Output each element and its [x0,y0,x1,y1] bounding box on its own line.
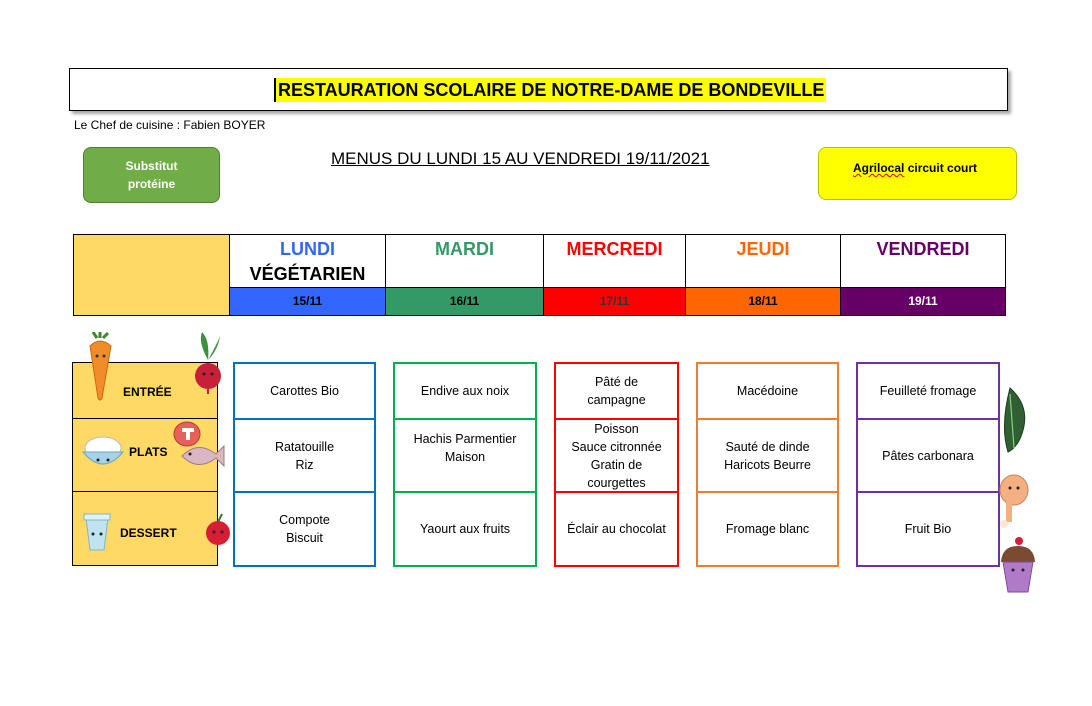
header-corner-cell [73,234,230,316]
drumstick-icon [996,472,1030,530]
legend-substitut-label: Substitut protéine [125,159,178,191]
menu-jeudi-entree-text: Macédoine [736,384,799,398]
fish-icon [178,438,226,472]
day-name-vendredi: VENDREDI [876,239,970,259]
category-entree-label: ENTRÉE [123,385,172,399]
legend-agrilocal-label [853,161,977,175]
menu-vendredi-plat-text: Pâtes carbonara [882,448,974,463]
menu-mardi-entree [393,362,537,420]
menu-mercredi-plat-text: Poisson Sauce citronnée Gratin de courgettes [571,421,662,490]
chef-credit: Le Chef de cuisine : Fabien BOYER [74,118,266,132]
menu-lundi-dessert-text: Compote Biscuit [279,513,330,545]
menu-mardi-dessert [393,491,537,567]
day-name-mercredi: MERCREDI [566,239,663,259]
menu-lundi-entree-text: Carottes Bio [270,384,339,398]
menu-mercredi-plat [554,418,679,493]
menu-mardi-dessert-text: Yaourt aux fruits [419,522,511,536]
agrilocal-rest: circuit court [904,161,978,175]
day-subtitle-lundi: VÉGÉTARIEN [249,264,366,284]
menu-vendredi-plat [856,418,1000,493]
day-header-mercredi [543,234,686,288]
day-header-jeudi [685,234,841,288]
date-mercredi: 17/11 [543,287,686,316]
rice-bowl-icon [80,434,126,472]
spinach-icon [998,386,1028,456]
menu-mercredi-dessert-text: Éclair au chocolat [567,522,666,536]
menu-mardi-plat-text: Hachis Parmentier Maison [413,432,517,464]
day-name-jeudi: JEUDI [736,239,790,259]
category-dessert-label: DESSERT [120,526,177,540]
menu-jeudi-dessert-text: Fromage blanc [725,522,810,536]
menu-mercredi-entree [554,362,679,420]
day-header-lundi [229,234,386,288]
date-vendredi: 19/11 [840,287,1006,316]
menu-jeudi-plat [696,418,839,493]
legend-agrilocal [818,147,1017,200]
menu-jeudi-plat-text: Sauté de dinde Haricots Beurre [724,439,811,472]
menu-jeudi-dessert [696,491,839,567]
date-mardi: 16/11 [385,287,544,316]
menu-lundi-entree [233,362,376,420]
date-lundi: 15/11 [229,287,386,316]
radish-icon [192,332,224,394]
cherry-icon [202,512,234,546]
page-title: RESTAURATION SCOLAIRE DE NOTRE-DAME DE BONDEVILLE [274,78,826,102]
yogurt-icon [80,508,114,552]
legend-substitut-proteine [83,147,220,203]
day-name-mardi: MARDI [435,239,494,259]
menu-vendredi-dessert [856,491,1000,567]
category-plats-label: PLATS [129,445,168,459]
date-jeudi: 18/11 [685,287,841,316]
menu-mercredi-dessert [554,491,679,567]
menu-vendredi-entree [856,362,1000,420]
day-header-mardi [385,234,544,288]
carrot-icon [85,332,115,402]
day-header-vendredi [840,234,1006,288]
menu-vendredi-dessert-text: Fruit Bio [904,522,952,536]
agrilocal-word: Agrilocal [853,161,905,175]
menu-mardi-plat [393,418,537,493]
menu-mercredi-entree-text: Pâté de campagne [587,375,646,407]
menu-jeudi-entree [696,362,839,420]
menu-vendredi-entree-text: Feuilleté fromage [879,384,977,398]
menu-lundi-plat [233,418,376,493]
menu-lundi-dessert [233,491,376,567]
menu-lundi-plat-text: Ratatouille Riz [274,439,335,472]
day-name-lundi: LUNDI [280,239,335,259]
menus-week-title: MENUS DU LUNDI 15 AU VENDREDI 19/11/2021 [331,149,710,168]
menu-mardi-entree-text: Endive aux noix [420,384,510,398]
cupcake-icon [998,536,1038,594]
